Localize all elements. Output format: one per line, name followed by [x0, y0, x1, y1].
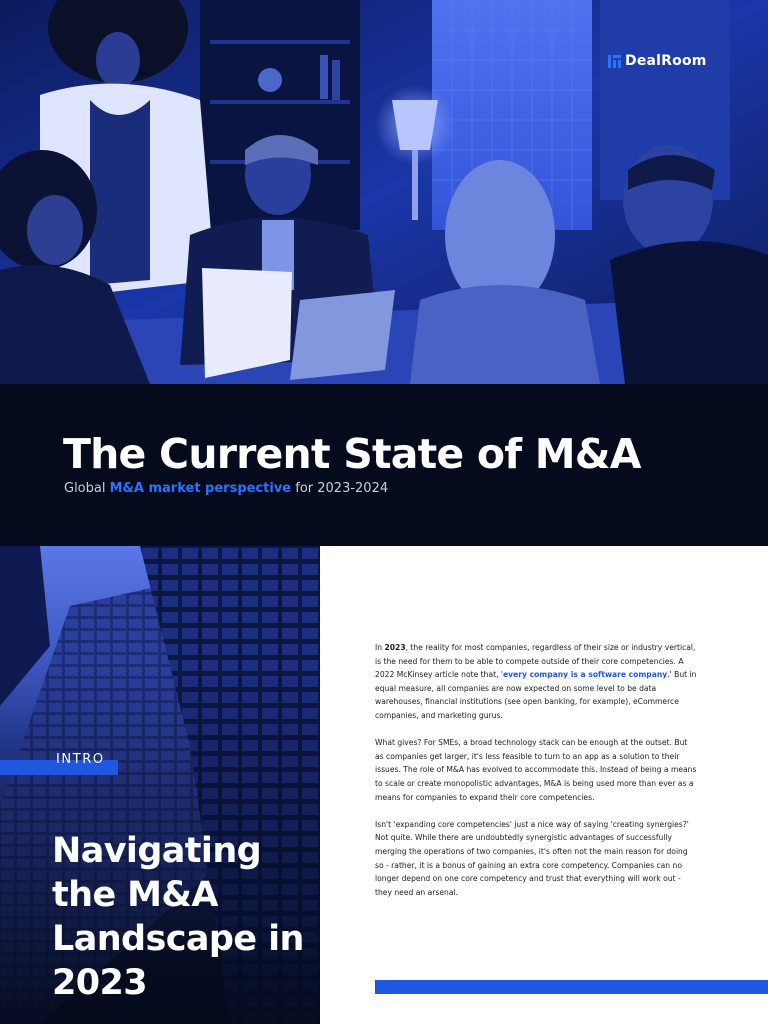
article-paragraph-3: Isn't 'expanding core competencies' just a nice way of saying 'creating synergies?' Not quite. While there are undoubtedly synergistic advantages of successfully merging the operations of two companies, it's often not the main reason for doing so - rather, it is a bonus of gaining an extra core competency. Companies can no longer depend on one core competency and trust that everything will work out - they need an arsenal.: [375, 819, 689, 897]
subtitle-suffix: for 2023-2024: [291, 481, 389, 496]
intro-label: INTRO: [56, 752, 105, 767]
mckinsey-quote-link[interactable]: every company is a software company: [503, 670, 668, 680]
dealroom-logo[interactable]: [608, 52, 707, 70]
p1-text-b: , the reality for most companies, regardless of their size or industry vertical, is the need for them to be able to compete outside of their core competencies. A 2022 McKinsey article note that, ': [375, 643, 696, 680]
subtitle-prefix: Global: [64, 481, 110, 496]
logo-text: DealRoom: [625, 53, 707, 69]
article-panel: [320, 546, 768, 1024]
p1-year: 2023: [384, 643, 406, 652]
building-photo-panel: [0, 546, 320, 1024]
article-paragraph-2: What gives? For SMEs, a broad technology stack can be enough at the outset. But as companies get larger, it's less feasible to turn to an app as a solution to their issues. The role of M&A has evolved to accommodate this. Instead of being a means to scale or create monopolistic advantages, M&A is being used more than ever as a means for companies to expand their core competencies.: [375, 738, 697, 802]
article-body: [375, 641, 697, 913]
dealroom-logo-icon: [608, 55, 621, 68]
p1-text-c: .' But in equal measure, all companies are now expected on some level to be data warehouses, financial institutions (see open banking, for example), eCommerce companies, and marketing gurus.: [375, 670, 697, 720]
page-title: The Current State of M&A: [63, 430, 641, 478]
p1-text-a: In: [375, 643, 385, 652]
article-paragraph-1: [375, 641, 697, 723]
footer-accent-bar: [375, 980, 768, 994]
section-heading: Navigating the M&A Landscape in 2023: [52, 831, 304, 1003]
hero-photo: [0, 0, 768, 384]
title-band: [0, 384, 768, 546]
subtitle-highlight: M&A market perspective: [109, 481, 292, 496]
page-subtitle: [64, 481, 388, 496]
